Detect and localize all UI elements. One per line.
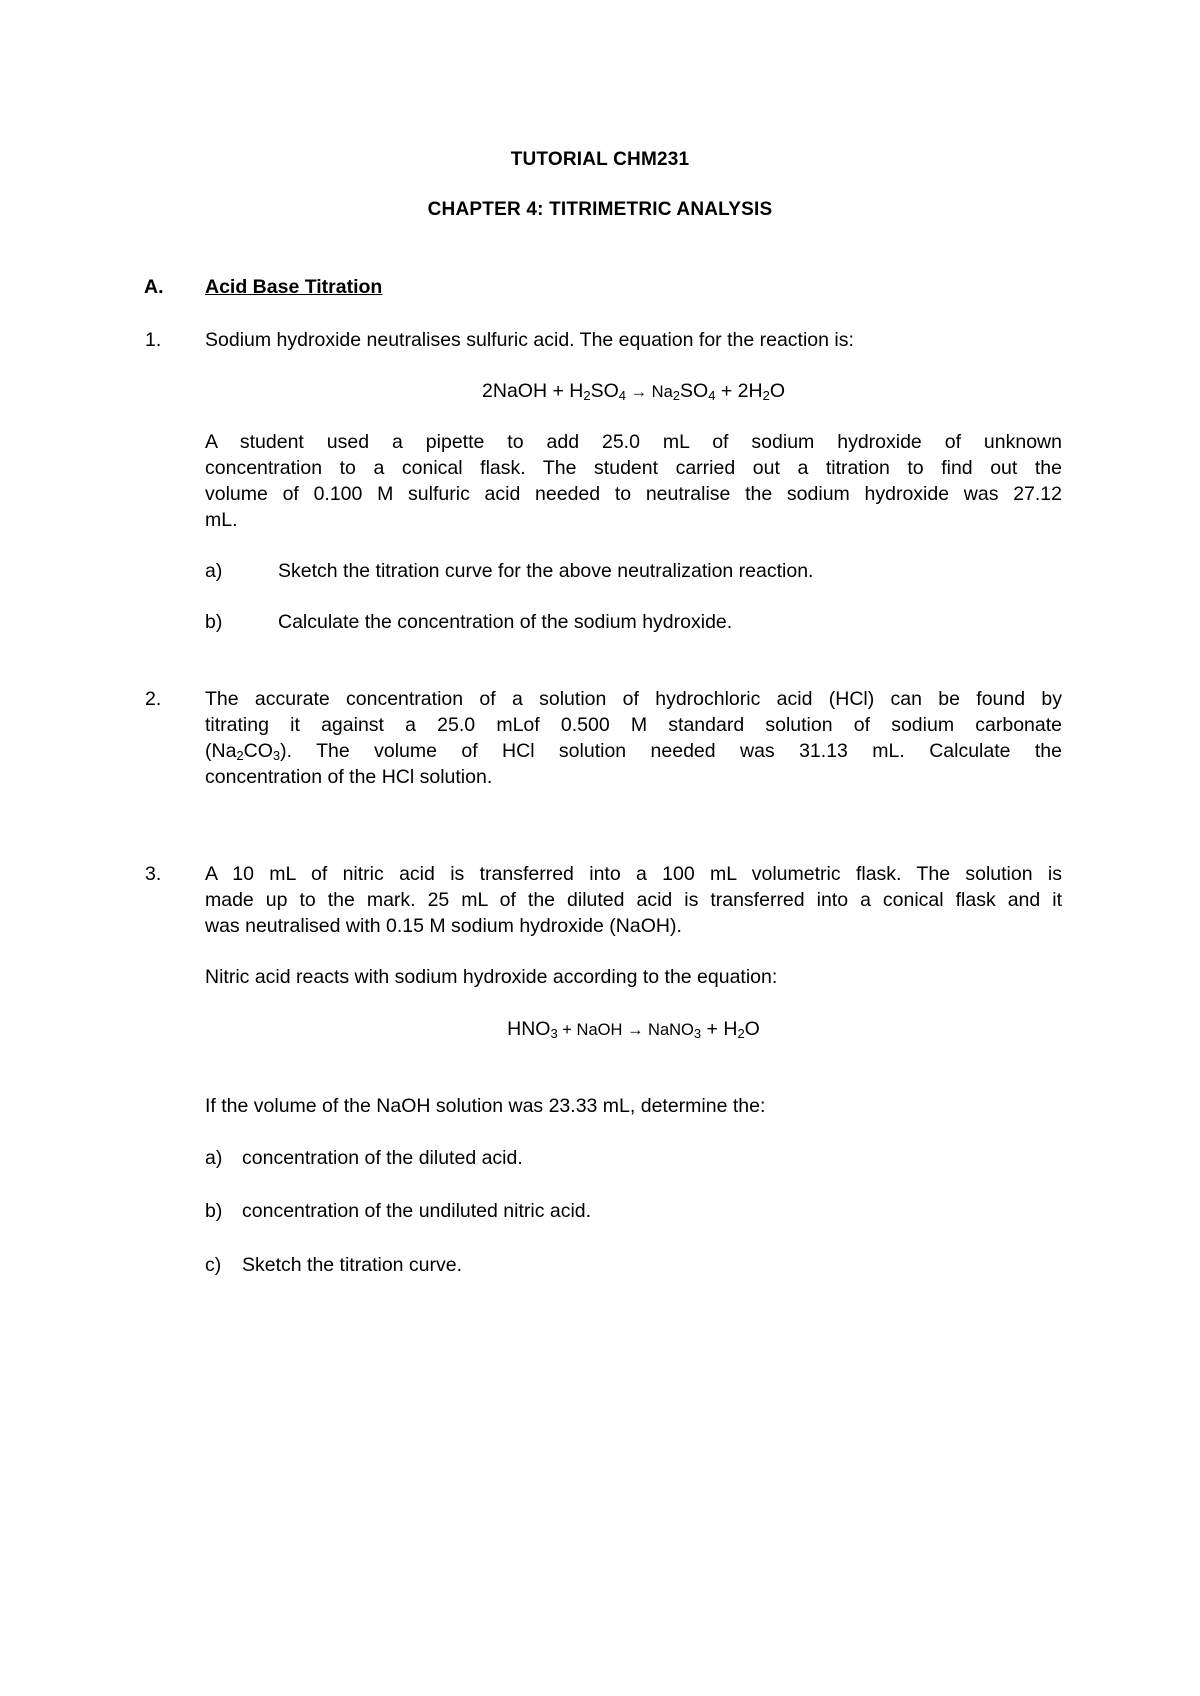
question-3-line-1: A 10 mL of nitric acid is transferred into a 100 mL volumetric flask. The solution is xyxy=(205,863,1062,885)
question-3-part-c-label: c) xyxy=(205,1254,222,1276)
question-1-part-b-text: Calculate the concentration of the sodium hydroxide. xyxy=(278,611,733,633)
question-2-line-1: The accurate concentration of a solution of hydrochloric acid (HCl) can be found by xyxy=(205,688,1062,710)
question-3-part-a-text: concentration of the diluted acid. xyxy=(242,1147,523,1169)
question-1-line-2: concentration to a conical flask. The student carried out a titration to find out the xyxy=(205,457,1062,479)
question-1-part-b-label: b) xyxy=(205,611,223,633)
question-3-part-b-label: b) xyxy=(205,1200,223,1222)
question-2-line-3: $(Na_2CO_3)$. The volume of HCl solution needed was 31.13 mL. Calculate the xyxy=(205,740,1062,763)
question-2-number: 2. xyxy=(145,688,162,710)
question-1-line-1: A student used a pipette to add 25.0 mL of sodium hydroxide of unknown xyxy=(205,431,1062,453)
section-title: Acid Base Titration xyxy=(205,276,383,298)
question-3-part-a-label: a) xyxy=(205,1147,223,1169)
question-3-number: 3. xyxy=(145,863,162,885)
document-title: TUTORIAL CHM231 xyxy=(510,149,690,170)
question-1-line-3: volume of 0.100 M sulfuric acid needed to neutralise the sodium hydroxide was 27.12 xyxy=(205,483,1062,505)
section-letter: A. xyxy=(144,276,164,298)
question-2-line-2: titrating it against a 25.0 mLof 0.500 M standard solution of sodium carbonate xyxy=(205,714,1062,736)
question-2-line-4: concentration of the HCl solution. xyxy=(205,766,493,788)
question-1-intro: Sodium hydroxide neutralises sulfuric acid. The equation for the reaction is: xyxy=(205,329,854,351)
question-2-paragraph xyxy=(205,686,1062,790)
question-1-number: 1. xyxy=(145,329,162,351)
question-3-paragraph xyxy=(205,861,1062,939)
question-1-part-a-label: a) xyxy=(205,560,223,582)
question-3-volume-line: If the volume of the NaOH solution was 23.33 mL, determine the: xyxy=(205,1095,766,1117)
question-3-line-3: was neutralised with 0.15 M sodium hydroxide (NaOH). xyxy=(205,915,682,937)
question-1-part-a-text: Sketch the titration curve for the above neutralization reaction. xyxy=(278,560,814,582)
chapter-heading: CHAPTER 4: TITRIMETRIC ANALYSIS xyxy=(427,199,773,220)
question-3-part-c-text: Sketch the titration curve. xyxy=(242,1254,463,1276)
question-1-line-4: mL. xyxy=(205,509,238,531)
question-1-equation: 2NaOH + $H_2SO_4 \to Na_2SO_4 + 2H_2O$ xyxy=(482,380,785,403)
question-3-equation: $HNO_3$ + NaOH → NaNO$_3$ + $H_2O$ xyxy=(507,1018,760,1041)
question-3-line-2: made up to the mark. 25 mL of the diluted acid is transferred into a conical flask and it xyxy=(205,889,1062,911)
question-3-equation-intro: Nitric acid reacts with sodium hydroxide according to the equation: xyxy=(205,966,778,988)
question-1-paragraph xyxy=(205,429,1062,533)
question-3-part-b-text: concentration of the undiluted nitric acid. xyxy=(242,1200,592,1222)
